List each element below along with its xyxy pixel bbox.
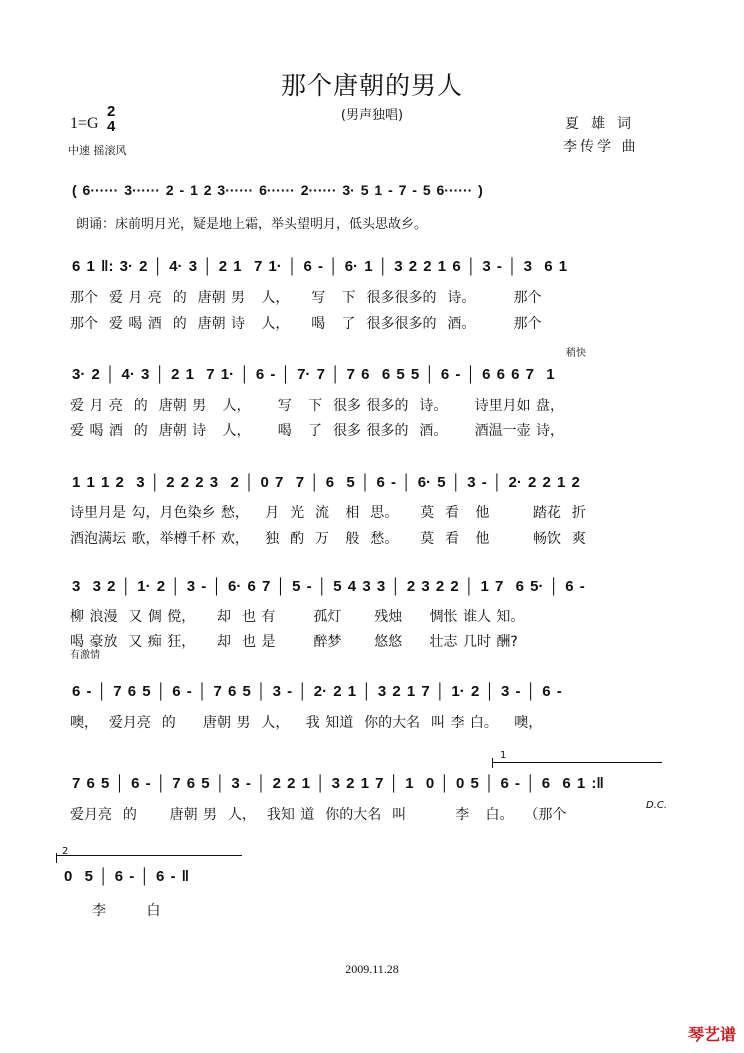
tempo-marking: 中速 摇滚风: [68, 144, 127, 157]
line4-lyric1: 柳 浪漫 又 倜 傥， 却 也 有 孤灯 残烛 惆怅 谁人 知。: [70, 609, 525, 625]
volta2-line: [56, 855, 242, 856]
line2-tempo-mark: 稍快: [566, 348, 586, 359]
line3-lyric2: 酒泡满坛 歌，举樽千杯 欢， 独 酌 万 般 愁。 莫 看 他 畅饮 爽: [70, 531, 586, 547]
line3-notes: 1 1 1 2 3 │ 2 2 2 3 2 │ 0 7 7 │ 6 5 │ 6 - │ 6· 5 │ 3 - │ 2· 2 2 1 2: [72, 474, 580, 491]
line7-notes: 0 5 │ 6 - │ 6 - ‖: [64, 868, 190, 885]
line4-lyric2: 喝 豪放 又 痴 狂， 却 也 是 醉梦 悠悠 壮志 几时 酬?: [70, 634, 518, 650]
volta1-number: 1: [500, 750, 507, 761]
line6-notes: 7 6 5 │ 6 - │ 7 6 5 │ 3 - │ 2 2 1 │ 3 2 1 7 │ 1 0 │ 0 5 │ 6 - │ 6 6 1 :‖: [72, 775, 604, 792]
line4-expression-mark: 有激情: [70, 650, 100, 661]
line2-lyric1: 爱 月 亮 的 唐朝 男 人， 写 下 很多 很多的 诗。 诗里月如 盘，: [70, 398, 565, 414]
volta2-number: 2: [62, 846, 69, 857]
composer-credit: 李传学 曲: [563, 139, 639, 155]
lyricist-credit: 夏雄词: [565, 116, 643, 132]
line2-notes: 3· 2 │ 4· 3 │ 2 1 7 1· │ 6 - │ 7· 7 │ 7 6 6 5 5 │ 6 - │ 6 6 6 7 1: [72, 366, 555, 383]
volta1-bracket: [492, 758, 493, 768]
time-signature-top: 2: [107, 103, 116, 120]
page-title: 那个唐朝的男人: [280, 71, 463, 100]
site-logo: 琴艺谱: [687, 1025, 736, 1044]
date: 2009.11.28: [345, 962, 399, 976]
line1-lyric2: 那个 爱 喝 酒 的 唐朝 诗 人， 喝 了 很多很多的 酒。 那个: [70, 316, 542, 332]
line6-lyric: 爱月亮 的 唐朝 男 人， 我知 道 你的大名 叫 李 白。 （那个: [70, 807, 567, 823]
time-signature-bottom: 4: [107, 118, 116, 135]
dc-mark: D.C.: [646, 800, 668, 811]
line3-lyric1: 诗里月是 勾，月色染乡 愁， 月 光 流 相 思。 莫 看 他 踏花 折: [70, 505, 586, 521]
line7-lyric: 李 白: [92, 903, 161, 919]
key-signature: 1=G: [70, 115, 99, 132]
line5-lyric: 噢， 爱月亮 的 唐朝 男 人， 我 知道 你的大名 叫 李 白。 噢，: [70, 715, 543, 731]
intro-recitation: 朗诵：床前明月光，疑是地上霜，举头望明月，低头思故乡。: [76, 217, 428, 232]
line4-notes: 3 3 2 │ 1· 2 │ 3 - │ 6· 6 7 │ 5 - │ 5 4 3 3 │ 2 3 2 2 │ 1 7 6 5· │ 6 -: [72, 578, 585, 595]
line5-notes: 6 - │ 7 6 5 │ 6 - │ 7 6 5 │ 3 - │ 2· 2 1 │ 3 2 1 7 │ 1· 2 │ 3 - │ 6 -: [72, 683, 562, 700]
intro-notes: ( 6······ 3······ 2 - 1 2 3······ 6······ 2······ 3· 5 1 - 7 - 5 6······ ): [72, 182, 483, 198]
line1-lyric1: 那个 爱 月 亮 的 唐朝 男 人， 写 下 很多很多的 诗。 那个: [70, 290, 542, 306]
volta1-line: [492, 762, 662, 763]
line1-notes: 6 1 ‖: 3· 2 │ 4· 3 │ 2 1 7 1· │ 6 - │ 6· 1 │ 3 2 2 1 6 │ 3 - │ 3 6 1: [72, 258, 568, 275]
time-signature: [107, 104, 115, 134]
subtitle: (男声独唱): [340, 108, 404, 123]
line2-lyric2: 爱 喝 酒 的 唐朝 诗 人， 喝 了 很多 很多的 酒。 酒温一壶 诗，: [70, 423, 565, 439]
